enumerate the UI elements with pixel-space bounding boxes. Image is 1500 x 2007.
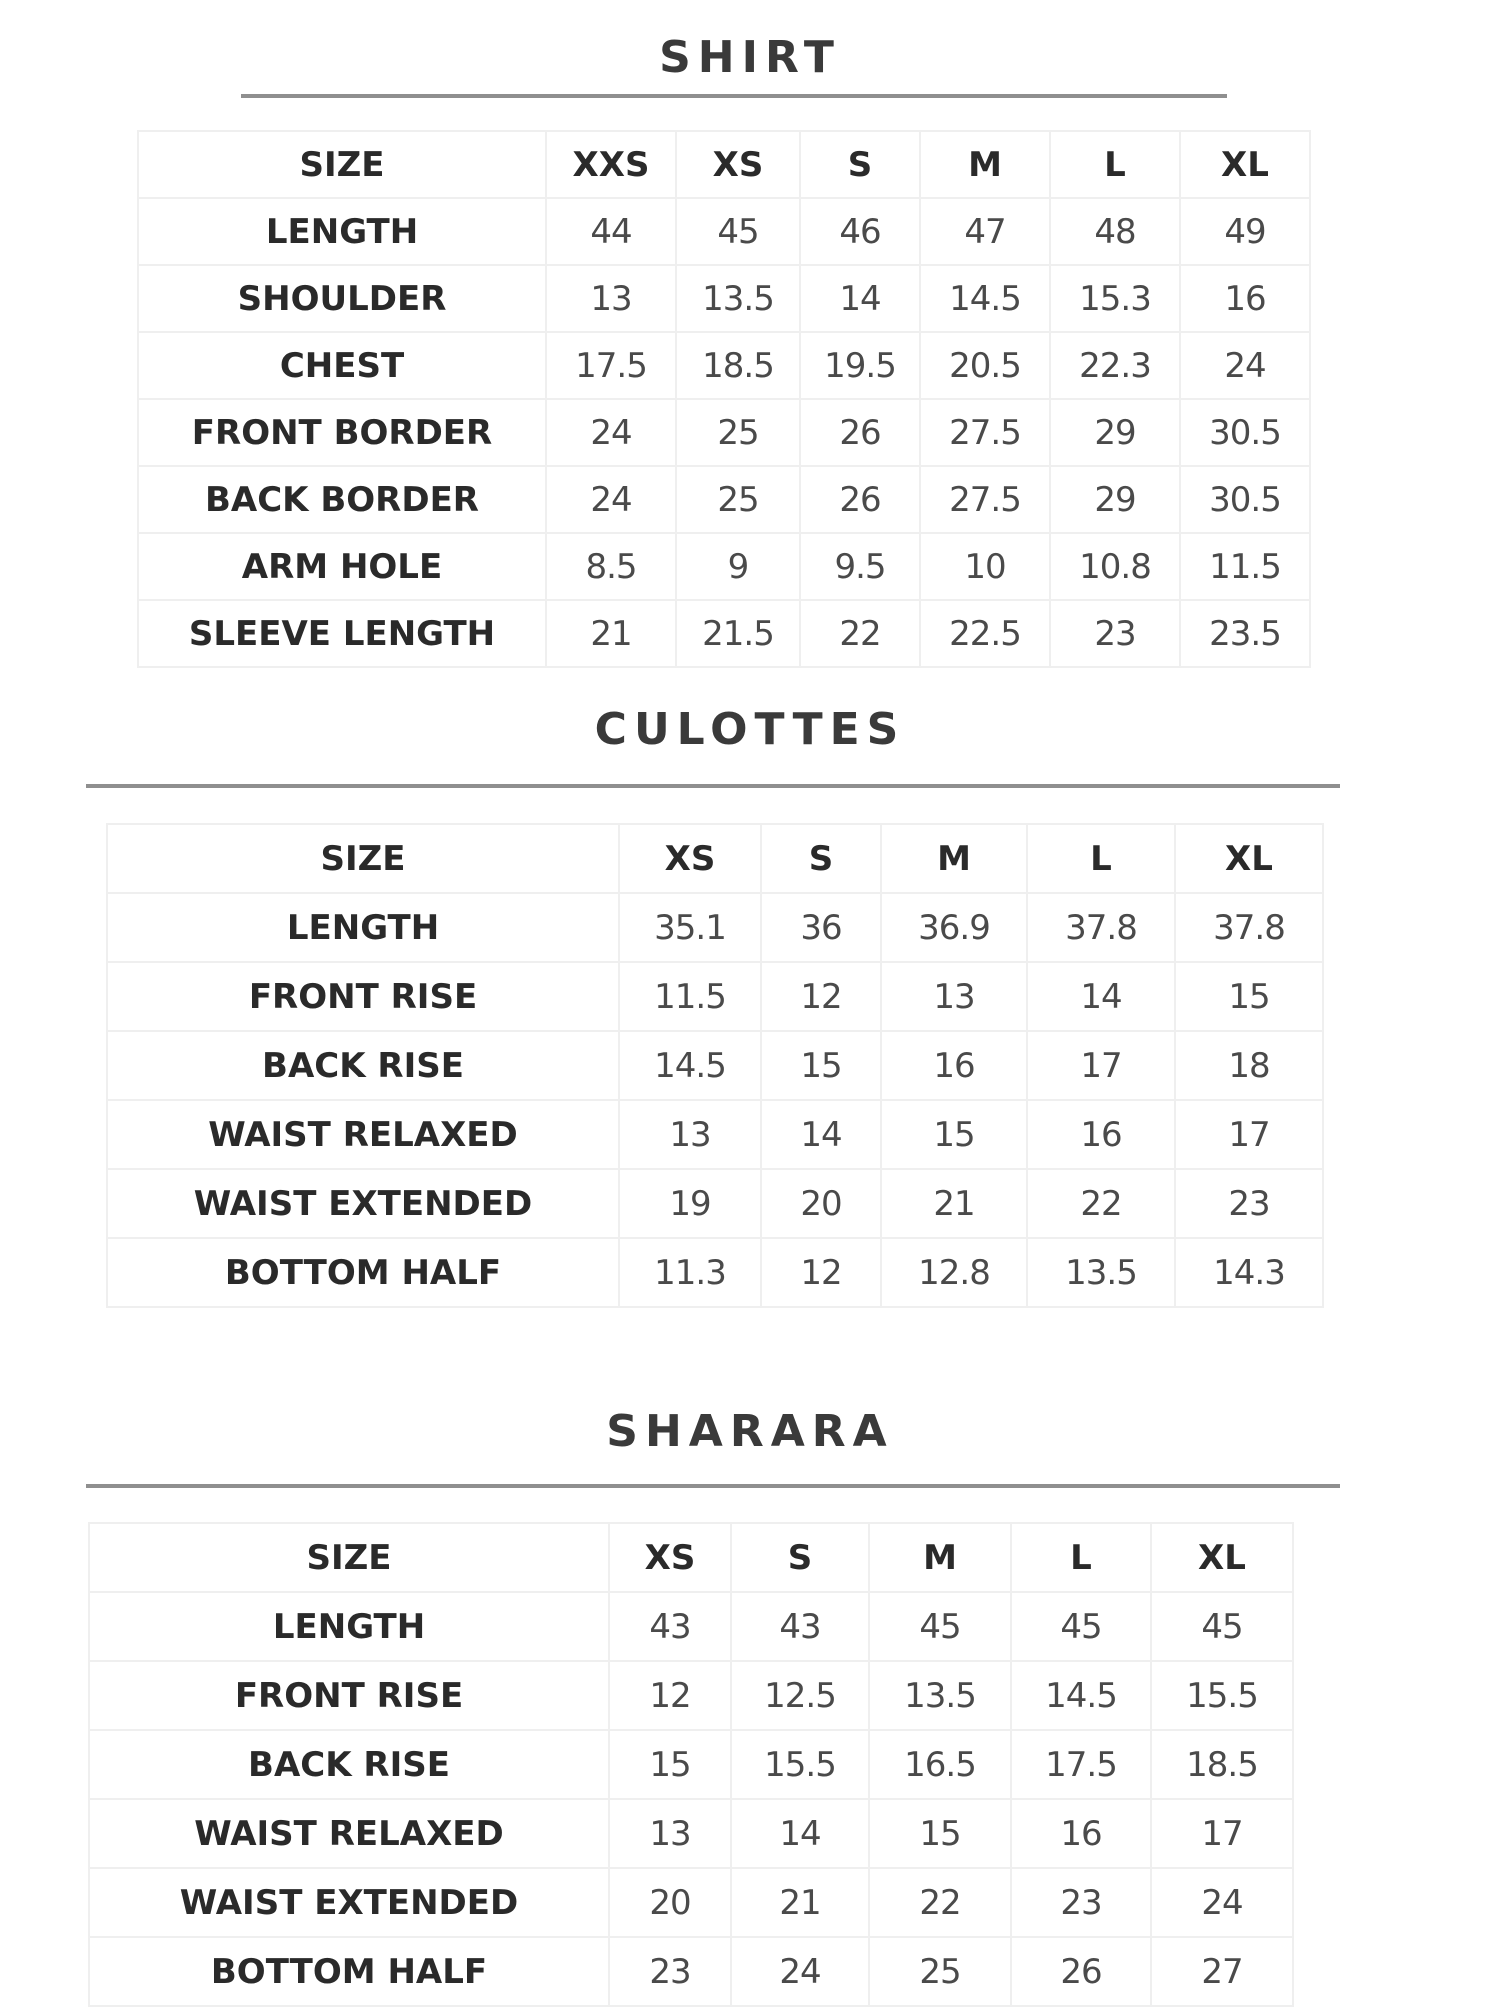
sharara-title-divider — [86, 1484, 1340, 1488]
measurement-value: 36 — [761, 893, 881, 962]
measurement-label: BACK BORDER — [138, 466, 546, 533]
measurement-value: 37.8 — [1175, 893, 1323, 962]
sharara-row-waist-relaxed — [89, 1799, 1293, 1868]
measurement-label: BOTTOM HALF — [89, 1937, 609, 2006]
measurement-value: 10 — [920, 533, 1050, 600]
shirt-row-back-border — [138, 466, 1310, 533]
measurement-label: BACK RISE — [89, 1730, 609, 1799]
measurement-value: 22 — [1027, 1169, 1175, 1238]
measurement-value: 13 — [881, 962, 1027, 1031]
measurement-value: 45 — [676, 198, 800, 265]
shirt-header-size-s: S — [800, 131, 920, 198]
sharara-header-size-label: SIZE — [89, 1523, 609, 1592]
shirt-header-size-xl: XL — [1180, 131, 1310, 198]
measurement-label: SHOULDER — [138, 265, 546, 332]
shirt-header-row — [138, 131, 1310, 198]
measurement-value: 15 — [869, 1799, 1011, 1868]
culottes-row-waist-relaxed — [107, 1100, 1323, 1169]
measurement-label: WAIST EXTENDED — [107, 1169, 619, 1238]
measurement-value: 13 — [609, 1799, 731, 1868]
measurement-value: 14 — [761, 1100, 881, 1169]
measurement-value: 14.5 — [920, 265, 1050, 332]
measurement-value: 18 — [1175, 1031, 1323, 1100]
sharara-row-front-rise — [89, 1661, 1293, 1730]
measurement-value: 20 — [761, 1169, 881, 1238]
measurement-value: 22 — [800, 600, 920, 667]
measurement-value: 20 — [609, 1868, 731, 1937]
measurement-value: 13.5 — [869, 1661, 1011, 1730]
culottes-row-waist-extended — [107, 1169, 1323, 1238]
measurement-value: 16 — [1011, 1799, 1151, 1868]
measurement-value: 23.5 — [1180, 600, 1310, 667]
measurement-value: 14.5 — [1011, 1661, 1151, 1730]
measurement-value: 16 — [1180, 265, 1310, 332]
measurement-value: 17 — [1175, 1100, 1323, 1169]
measurement-value: 24 — [731, 1937, 869, 2006]
measurement-value: 10.8 — [1050, 533, 1180, 600]
measurement-label: FRONT BORDER — [138, 399, 546, 466]
culottes-row-back-rise — [107, 1031, 1323, 1100]
measurement-value: 24 — [546, 466, 676, 533]
measurement-value: 25 — [869, 1937, 1011, 2006]
measurement-value: 44 — [546, 198, 676, 265]
measurement-value: 23 — [1175, 1169, 1323, 1238]
sharara-section-title: SHARARA — [606, 1406, 894, 1457]
shirt-row-front-border — [138, 399, 1310, 466]
measurement-value: 36.9 — [881, 893, 1027, 962]
culottes-header-size-m: M — [881, 824, 1027, 893]
measurement-value: 20.5 — [920, 332, 1050, 399]
measurement-value: 21 — [546, 600, 676, 667]
measurement-value: 15 — [609, 1730, 731, 1799]
measurement-value: 12 — [761, 962, 881, 1031]
culottes-size-table — [106, 823, 1324, 1308]
measurement-value: 37.8 — [1027, 893, 1175, 962]
measurement-label: BACK RISE — [107, 1031, 619, 1100]
measurement-value: 21 — [881, 1169, 1027, 1238]
sharara-header-size-xl: XL — [1151, 1523, 1293, 1592]
measurement-value: 47 — [920, 198, 1050, 265]
measurement-value: 46 — [800, 198, 920, 265]
measurement-value: 22.5 — [920, 600, 1050, 667]
measurement-value: 24 — [1151, 1868, 1293, 1937]
measurement-value: 21 — [731, 1868, 869, 1937]
measurement-value: 15.3 — [1050, 265, 1180, 332]
measurement-value: 15 — [881, 1100, 1027, 1169]
culottes-row-bottom-half — [107, 1238, 1323, 1307]
measurement-label: LENGTH — [138, 198, 546, 265]
measurement-value: 15.5 — [731, 1730, 869, 1799]
shirt-size-table — [137, 130, 1311, 668]
measurement-value: 13.5 — [1027, 1238, 1175, 1307]
measurement-value: 45 — [869, 1592, 1011, 1661]
shirt-row-length — [138, 198, 1310, 265]
shirt-header-size-xxs: XXS — [546, 131, 676, 198]
measurement-value: 11.5 — [619, 962, 761, 1031]
measurement-value: 15.5 — [1151, 1661, 1293, 1730]
measurement-value: 14.5 — [619, 1031, 761, 1100]
measurement-label: WAIST RELAXED — [89, 1799, 609, 1868]
measurement-value: 14 — [1027, 962, 1175, 1031]
measurement-value: 45 — [1151, 1592, 1293, 1661]
measurement-value: 48 — [1050, 198, 1180, 265]
culottes-row-length — [107, 893, 1323, 962]
measurement-value: 8.5 — [546, 533, 676, 600]
shirt-header-size-l: L — [1050, 131, 1180, 198]
measurement-label: SLEEVE LENGTH — [138, 600, 546, 667]
sharara-row-back-rise — [89, 1730, 1293, 1799]
shirt-section-title: SHIRT — [659, 32, 841, 83]
culottes-header-size-xl: XL — [1175, 824, 1323, 893]
culottes-row-front-rise — [107, 962, 1323, 1031]
measurement-value: 15 — [1175, 962, 1323, 1031]
measurement-value: 30.5 — [1180, 466, 1310, 533]
measurement-label: FRONT RISE — [107, 962, 619, 1031]
measurement-value: 23 — [609, 1937, 731, 2006]
measurement-value: 26 — [800, 399, 920, 466]
sharara-header-row — [89, 1523, 1293, 1592]
measurement-label: ARM HOLE — [138, 533, 546, 600]
measurement-value: 43 — [609, 1592, 731, 1661]
measurement-label: FRONT RISE — [89, 1661, 609, 1730]
measurement-value: 12 — [609, 1661, 731, 1730]
culottes-header-row — [107, 824, 1323, 893]
sharara-row-length — [89, 1592, 1293, 1661]
sharara-header-size-s: S — [731, 1523, 869, 1592]
shirt-row-arm-hole — [138, 533, 1310, 600]
measurement-value: 23 — [1050, 600, 1180, 667]
culottes-header-size-xs: XS — [619, 824, 761, 893]
measurement-value: 22.3 — [1050, 332, 1180, 399]
measurement-value: 17 — [1027, 1031, 1175, 1100]
measurement-value: 30.5 — [1180, 399, 1310, 466]
measurement-value: 24 — [1180, 332, 1310, 399]
sharara-row-waist-extended — [89, 1868, 1293, 1937]
measurement-value: 12 — [761, 1238, 881, 1307]
measurement-value: 18.5 — [676, 332, 800, 399]
measurement-value: 16.5 — [869, 1730, 1011, 1799]
shirt-row-shoulder — [138, 265, 1310, 332]
shirt-header-size-m: M — [920, 131, 1050, 198]
sharara-header-size-l: L — [1011, 1523, 1151, 1592]
culottes-header-size-label: SIZE — [107, 824, 619, 893]
measurement-value: 29 — [1050, 466, 1180, 533]
measurement-value: 27 — [1151, 1937, 1293, 2006]
measurement-value: 9.5 — [800, 533, 920, 600]
measurement-value: 9 — [676, 533, 800, 600]
shirt-header-size-label: SIZE — [138, 131, 546, 198]
measurement-value: 14.3 — [1175, 1238, 1323, 1307]
measurement-value: 14 — [800, 265, 920, 332]
measurement-value: 18.5 — [1151, 1730, 1293, 1799]
measurement-value: 14 — [731, 1799, 869, 1868]
measurement-value: 49 — [1180, 198, 1310, 265]
measurement-label: LENGTH — [89, 1592, 609, 1661]
measurement-value: 11.3 — [619, 1238, 761, 1307]
shirt-row-sleeve-length — [138, 600, 1310, 667]
measurement-value: 21.5 — [676, 600, 800, 667]
measurement-value: 13 — [546, 265, 676, 332]
measurement-value: 19.5 — [800, 332, 920, 399]
measurement-label: LENGTH — [107, 893, 619, 962]
measurement-value: 16 — [881, 1031, 1027, 1100]
sharara-size-table — [88, 1522, 1294, 2007]
measurement-value: 11.5 — [1180, 533, 1310, 600]
measurement-value: 23 — [1011, 1868, 1151, 1937]
measurement-label: WAIST EXTENDED — [89, 1868, 609, 1937]
measurement-value: 43 — [731, 1592, 869, 1661]
culottes-section-title: CULOTTES — [594, 704, 906, 755]
shirt-title-divider — [241, 94, 1227, 98]
measurement-value: 17 — [1151, 1799, 1293, 1868]
measurement-value: 17.5 — [1011, 1730, 1151, 1799]
measurement-value: 12.5 — [731, 1661, 869, 1730]
measurement-value: 27.5 — [920, 466, 1050, 533]
measurement-value: 26 — [1011, 1937, 1151, 2006]
sharara-header-size-xs: XS — [609, 1523, 731, 1592]
sharara-header-size-m: M — [869, 1523, 1011, 1592]
measurement-value: 26 — [800, 466, 920, 533]
measurement-value: 19 — [619, 1169, 761, 1238]
shirt-header-size-xs: XS — [676, 131, 800, 198]
measurement-value: 27.5 — [920, 399, 1050, 466]
culottes-header-size-s: S — [761, 824, 881, 893]
measurement-value: 13.5 — [676, 265, 800, 332]
culottes-title-divider — [86, 784, 1340, 788]
measurement-value: 17.5 — [546, 332, 676, 399]
measurement-value: 29 — [1050, 399, 1180, 466]
measurement-label: WAIST RELAXED — [107, 1100, 619, 1169]
measurement-value: 22 — [869, 1868, 1011, 1937]
measurement-value: 45 — [1011, 1592, 1151, 1661]
culottes-header-size-l: L — [1027, 824, 1175, 893]
measurement-value: 24 — [546, 399, 676, 466]
measurement-value: 25 — [676, 466, 800, 533]
measurement-value: 13 — [619, 1100, 761, 1169]
sharara-row-bottom-half — [89, 1937, 1293, 2006]
measurement-label: BOTTOM HALF — [107, 1238, 619, 1307]
measurement-value: 25 — [676, 399, 800, 466]
measurement-value: 16 — [1027, 1100, 1175, 1169]
measurement-value: 12.8 — [881, 1238, 1027, 1307]
measurement-label: CHEST — [138, 332, 546, 399]
shirt-row-chest — [138, 332, 1310, 399]
measurement-value: 35.1 — [619, 893, 761, 962]
measurement-value: 15 — [761, 1031, 881, 1100]
